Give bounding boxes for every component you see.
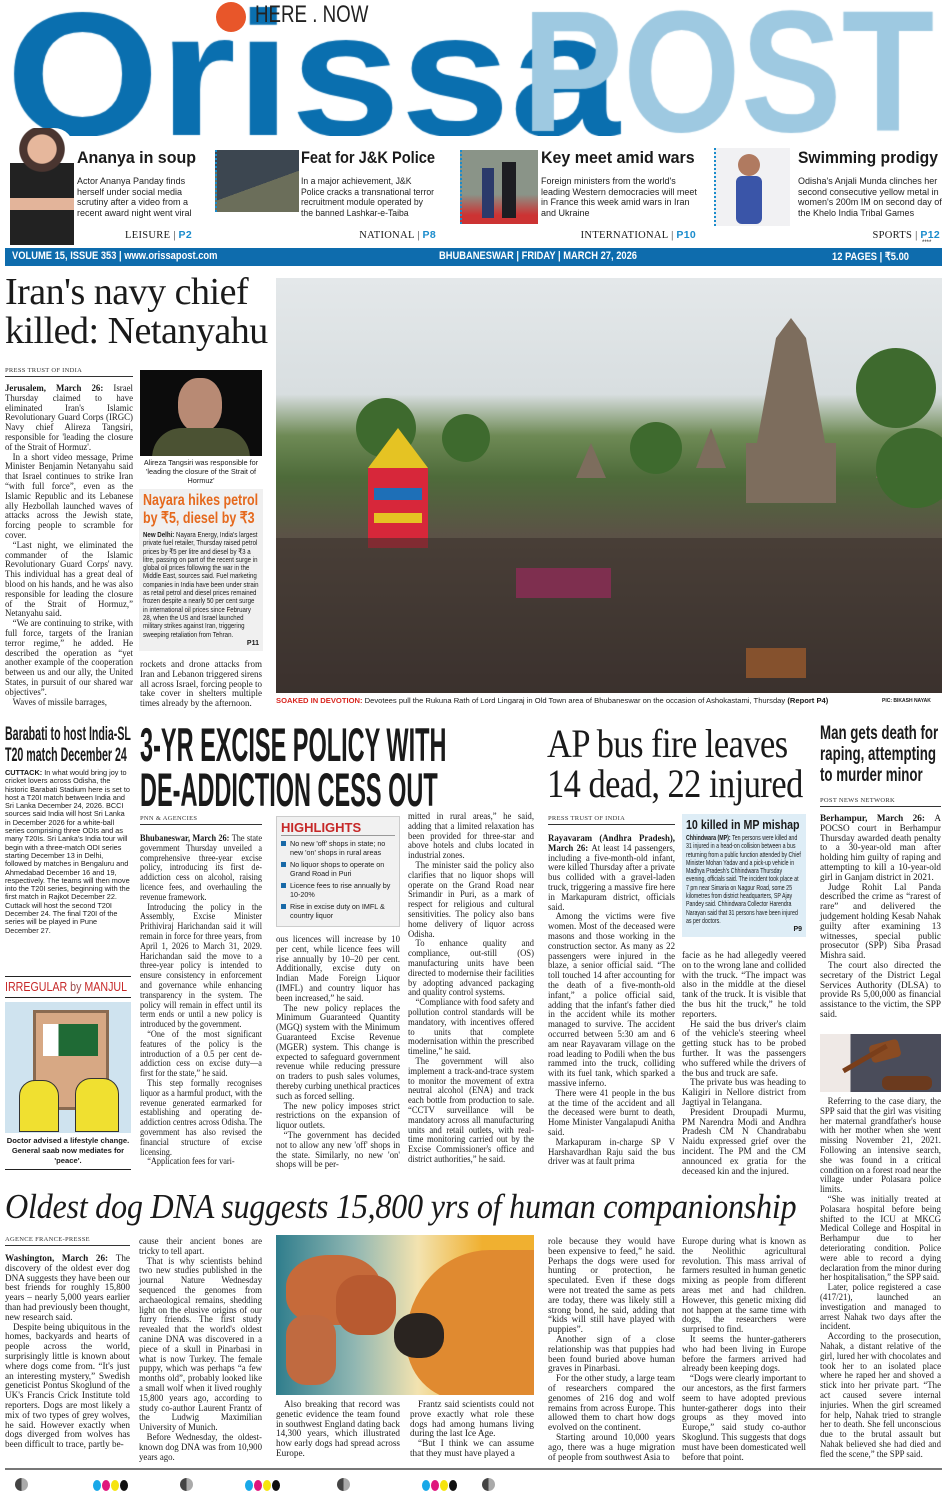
tangsiri-caption: Alireza Tangsiri was responsible for 'leading the closure of the Strait of Hormuz' [143, 458, 259, 485]
cartoon-title-text [5, 979, 129, 995]
teaser-section: NATIONAL | P8 [359, 229, 436, 241]
cartoon-drawing [5, 1002, 131, 1133]
paragraph: Waves of missile barrages, [12, 696, 107, 707]
caption-text: Devotees pull the Rukuna Rath of Lord Lingaraj in Old Town area of Bhubaneswar on the occasion of Ashokastami, Thursday [364, 696, 786, 705]
lead-byline: PRESS TRUST OF INDIA [5, 367, 133, 377]
bus-byline: PRESS TRUST OF INDIA [548, 815, 675, 825]
paragraph: There were 41 people in the bus at the time of the accident and all the deceased were burnt to death, Home Minister Vangalapudi Anitha said. [548, 1087, 675, 1137]
paragraph: role because they would have been expensive to feed,” he said. Perhaps the dogs were used for hunting or protection, he speculated. Even if these dogs were not treated the same as pets are today, there was likely still a strong bond, he said, adding that “kids will still have played with puppies”. [548, 1236, 675, 1335]
teaser-headline: Key meet amid wars [541, 148, 695, 167]
paragraph: This step formally recognises liquor as a harmful product, with the revenue generated earmarked for establishing and operating de-addiction centres across Odisha. The government has also revised the financial structure of excise licensing. [140, 1077, 262, 1157]
cartoon-caption-text: Doctor advised a lifestyle change. General saab now mediates for 'peace'. [6, 1136, 130, 1165]
teaser-photo [460, 150, 538, 224]
caption-label: SOAKED IN DEVOTION: [276, 696, 363, 705]
paragraph: Later, police registered a case (417/21), launched an investigation and managed to arrest Nahak two days after the incident. [820, 1282, 941, 1332]
paragraph: “The government has decided not to allow any new 'off' shops in the state. Similarly, no new 'on' shops will be per- [276, 1129, 400, 1170]
paragraph: Also breaking that record was genetic evidence the team found in southwest England dating back 14,300 years, which illustrated how early dogs had spread across Europe. [276, 1399, 401, 1458]
paragraph: That is why scientists behind two new studies published in the journal Nature Wednesday sequenced the genomes from archaeological remains, shedding light on the elusive origins of our furry friends. The first study revealed that the world's oldest canine DNA was discovered in a piece of a skull in Pinarbasi in what is now Turkey. The female puppy, which was perhaps “a few months old”, probably looked like a small wolf when it lived roughly 15,800 years ago, according to study co-author Laurent Frantz of the Ludwig Maximilian University of Munich. [139, 1255, 262, 1433]
barabati-text [5, 769, 130, 935]
paragraph: Before Wednesday, the oldest-known dog DNA was from 10,900 years ago. [139, 1431, 262, 1462]
paragraph: rockets and drone attacks from Iran and Lebanon triggered sirens all across Israel, forcing people to take cover in shelters multiple times already by the afternoon. [140, 659, 263, 709]
orange-dot-icon [216, 2, 246, 32]
paragraph: mitted in rural areas,” he said, adding that a limited relaxation has been provided for three-star and above hotels and clubs located in industrial zones. [408, 811, 534, 861]
dog-body-col4 [410, 1400, 534, 1459]
paragraph: New Delhi: Nayara Energy, India's largest private fuel retailer, Thursday raised petrol prices by ₹5 per litre and diesel by ₹3 a litre, passing on part of the recent surge in global oil prices following the war in the Middle East, sources said. Fuel marketing companies in India have been under strain as retail petrol and diesel prices remained frozen despite a nearly 50 per cent surge in international oil prices since February 28, when the US and Israel launched military strikes against Iran, triggering sweeping retaliation from Tehran. [143, 530, 259, 639]
dog-body-col6 [682, 1237, 806, 1462]
teaser-photo [10, 128, 74, 245]
cmyk-dots-icon [93, 1478, 129, 1496]
page-ref[interactable]: P8 [422, 229, 436, 241]
mp-page-ref[interactable]: P9 [793, 926, 802, 934]
nayara-headline[interactable]: Nayara hikes petrol by ₹5, diesel by ₹3 [143, 492, 259, 527]
paragraph: Despite being ubiquitous in the homes, backyards and hearts of people across the world, surprisingly little is known about where dogs come from. “It's just an interesting mystery,” Swedish geneticist Pontus Skoglund of the UK's Francis Crick Institute told reporters. Dogs are most likely a mix of two types of grey wolves, he said. However exactly when dogs diverged from wolves has been difficult to trace, partly be- [5, 1321, 130, 1450]
paragraph: ous licences will increase by 10 per cent, while licence fees will rise annually by 10–20 per cent. Additionally, excise duty on Indian Made Foreign Liquor (IMFL) and country liquor has been increased,” he said. [276, 934, 400, 1003]
paragraph: “We are continuing to strike, with full force, targets of the Iranian terror regime,” he added. He described the operation as “yet another example of the cooperation between us and our ally, the United States, in pursuit of our shared war objectives”. [5, 618, 133, 697]
logo-orissa-post [0, 0, 945, 136]
paragraph: The private bus was heading to Kaligiri in Nellore district from Jagtiyal in Telangana. [682, 1077, 806, 1107]
highlight-item: No liquor shops to operate on Grand Road in Puri [281, 860, 395, 878]
teaser-photo [215, 150, 299, 212]
bullet-square-icon [281, 904, 286, 909]
bus-body-col2 [682, 951, 806, 1176]
report-ref[interactable]: (Report P4) [787, 696, 829, 705]
paragraph: The government will also implement a track-and-trace system to monitor the movement of extra neutral alcohol (ENA) and track each bottle from production to sale. “CCTV surveillance will be mandatory across all manufacturing units and retail outlets, with real-time monitoring carried out by the Excise Commissioner's office and district authorities,” he said. [408, 1055, 534, 1164]
paragraph: It seems the hunter-gatherers who had been living in Europe before the farmers arrived had already been keeping dogs. [682, 1333, 806, 1374]
highlights-title: HIGHLIGHTS [281, 820, 395, 836]
registration-mark-icon [15, 1478, 28, 1491]
paragraph: He said the bus driver's claim of the vehicle's steering wheel getting stuck has to be probed further. It was the passengers who suffered while the drivers of the bus and truck are safe. [682, 1018, 806, 1078]
cartoon-caption [5, 1136, 131, 1170]
dateline: Chhindwara (MP): [686, 833, 733, 842]
photo-credit: PIC: BIKASH NAYAK [882, 698, 931, 704]
paragraph: Among the victims were five women. Most of the deceased were masons and those working in the construction sector. As many as 22 passengers were injured in the blaze, a senior official said. “The toll touched 14 after accounting for the death of a five-month-old infant,” a police official said, adding that the infant's father died in the accident while its mother managed to survive. The accident occurred between 5:30 am and 6 am near Rayavaram village on the road leading to Podili when the bus rammed into the truck, colliding with its fuel tank, which sparked a massive inferno. [548, 911, 675, 1088]
tangsiri-photo [140, 370, 262, 456]
nayara-box [139, 489, 263, 651]
gavel-photo [820, 1034, 941, 1092]
page-ref[interactable]: P2 [178, 229, 192, 241]
teaser-jk-police[interactable] [213, 128, 448, 245]
highlights-list [281, 839, 395, 920]
paragraph: The new policy imposes strict restrictions on the expansion of liquor outlets. [276, 1100, 400, 1131]
section-label: NATIONAL [359, 230, 415, 241]
registration-mark-icon [482, 1478, 495, 1491]
paragraph: Berhampur, March 26: A POCSO court in Berhampur Thursday awarded death penalty to a 30-year-old man after holding him guilty of raping and attempting to kill a 10-year-old girl in Ganjam district in 2021. [820, 813, 941, 882]
main-photo-lingaraj-rath [276, 278, 942, 693]
page-ref[interactable]: P12 [920, 229, 940, 241]
paragraph: facie as he had allegedly veered on to the wrong lane and collided with the truck. “The impact was also in the middle at the diesel tank of the truck. It is visible that the bus hit the truck,” he told reporters. [682, 950, 806, 1019]
paragraph: “Last night, we eliminated the commander of the Islamic Revolutionary Guard Corps' navy. This individual has a great deal of blood on his hands, and he was also responsible for leading the closure of the Strait of Hormuz,” Netanyahu said. [5, 539, 133, 619]
paragraph: Another sign of a close relationship was that puppies had been found buried above human graves in Pinarbasi. [548, 1333, 675, 1374]
teaser-text: Actor Ananya Panday finds herself under social media scrutiny after a video from a recent award night went viral [77, 176, 192, 218]
paragraph: cause their ancient bones are tricky to tell apart. [139, 1236, 262, 1256]
cmyk-dots-icon [245, 1478, 281, 1496]
paragraph: Washington, March 26: The discovery of the oldest ever dog DNA suggests they have been our best friends for roughly 15,800 years – nearly 5,000 years earlier than had previously been thought, new research said. [5, 1253, 130, 1322]
mp-mishap-box [682, 814, 806, 937]
cmyk-dots-icon [422, 1478, 458, 1496]
paragraph: President Droupadi Murmu, PM Narendra Modi and Andhra Pradesh CM N Chandrababu Naidu expressed grief over the incident. The PM and the CM announced ex gratia for the deceased kin and the injured. [682, 1106, 806, 1176]
temple-tower [756, 318, 826, 448]
page-ref[interactable]: P10 [676, 229, 696, 241]
info-bar [5, 248, 942, 266]
pocso-byline: POST NEWS NETWORK [820, 797, 941, 807]
paragraph: Chhindwara (MP): Ten persons were killed and 31 injured in a head-on collision between a bus returning from a public function attended by Chief Minister Mohan Yadav and a pick-up vehicle in Madhya Pradesh's Chhindwara Thursday evening, officials said. The incident took place at 7 pm near Simaria on Nagpur Road, some 25 kilometres from district headquarters, SP Ajay Pandey said. Chhindwara Collector Harendra Narayan said that 31 persons have been injured as per doctors. [686, 833, 801, 925]
paragraph: To enhance quality and compliance, out-still (OS) manufacturing units have been directed to modernise their facilities by adopting advanced packaging and quality control systems. [408, 938, 534, 998]
barabati-headline[interactable]: Barabati to host India-SL T20 match December 24 [5, 724, 131, 766]
paragraph: The court also directed the secretary of the District Legal Services Authority (DLSA) to provide Rs 5,00,000 as financial assistance to the victim, the SPP said. [820, 959, 941, 1019]
teaser-text: Foreign ministers from the world's leading Western democracies will meet in France this week amid wars in Iran and Ukraine [541, 176, 697, 218]
paragraph: Markapuram in-charge SP V Harshavardhan Raju said the bus driver was at fault prima [548, 1136, 675, 1167]
dateline: Washington, March 26: [5, 1253, 116, 1263]
paragraph: Starting around 10,000 years ago, there was a huge migration of people from southwest Asia to [548, 1431, 675, 1462]
section-label: SPORTS [872, 230, 913, 241]
paragraph: “Dogs were clearly important to our ancestors, as the first farmers seem to have adopted previous hunter-gatherer dogs into their groups as they moved into Europe,” said study co-author Skoglund. This suggests that dogs must have been domesticated well before that point. [682, 1373, 806, 1462]
teaser-text: In a major achievement, J&K Police cracks a transnational terror recruitment module operated by the banned Lashkar-e-Taiba [301, 176, 435, 218]
lead-body-col1 [5, 384, 133, 707]
paragraph: The new policy replaces the Minimum Guaranteed Quantity (MGQ) system with the Minimum Guaranteed Excise Revenue (MGER) system. This change is expected to safeguard government revenue while reducing pressure on traders to push sales volumes, thereby curbing unethical practices such as forced selling. [276, 1002, 400, 1101]
section-label: INTERNATIONAL [580, 230, 669, 241]
dog-body-col1 [5, 1254, 130, 1450]
dog-headline[interactable]: Oldest dog DNA suggests 15,800 yrs of human companionship [5, 1187, 797, 1226]
registration-mark-icon [180, 1478, 193, 1491]
teaser-section: LEISURE | P2 [125, 229, 192, 241]
dateline: Rayavaram (Andhra Pradesh), March 26: [548, 833, 675, 853]
dateline: Jerusalem, March 26: [5, 383, 114, 393]
paragraph: Judge Rohit Lal Panda described the crime as “rarest of rare” and delivered the judgement holding Kesab Nahak guilty after examining 13 witnesses, special public prosecutor (SPP) Siba Prasad Mishra said. [820, 881, 941, 961]
pocso-body-col2 [820, 1097, 941, 1459]
paragraph: Referring to the case diary, the SPP said that the girl was visiting her maternal grandfather's house with her mother when she went missing November 21, 2021. Following an intensive search, she was found in a critical condition on a forest road near the village under Polasara police limits. [820, 1096, 941, 1195]
dog-body-col5 [548, 1237, 675, 1462]
bottom-rule [5, 1468, 942, 1470]
mp-headline[interactable]: 10 killed in MP mishap [686, 817, 800, 832]
dateline: New Delhi: [143, 530, 177, 539]
paragraph: For the other study, a large team of researchers compared the genomes of 216 dog and wolf remains from across Europe. This allowed them to chart how dogs evolved on the continent. [548, 1373, 675, 1433]
bullet-square-icon [281, 862, 286, 867]
cartoon-title-by: by [70, 979, 82, 994]
pakistan-flag-icon [43, 1024, 98, 1056]
teaser-section: INTERNATIONAL | P10 [580, 229, 696, 241]
excise-headline[interactable]: 3-YR EXCISE POLICY WITH DE-ADDICTION CESS OUT [140, 718, 447, 816]
paragraph: “But I think we can assume that they must have played a [410, 1438, 534, 1458]
excise-byline: PNN & AGENCIES [140, 815, 262, 825]
paragraph: Rayavaram (Andhra Pradesh), March 26: At least 14 passengers, including a five-month-old infant, were killed Thursday after a private bus collided with a gravel-laden truck, triggering a massive fire here in Markapuram district, officials said. [548, 833, 675, 912]
paragraph: In a short video message, Prime Minister Benjamin Netanyahu said that Israel continues to strike Iran “with full force”, even as the Islamic Republic and its Lebanese ally Hezbollah launched waves of attacks across the Jewish state, forcing people to scramble for cover. [5, 451, 133, 540]
excise-body-col1 [140, 834, 262, 1167]
dateline: CUTTACK: [5, 768, 45, 777]
cartoon-title-a: IRREGULAR [5, 979, 68, 994]
dog-byline: AGENCE FRANCE-PRESSE [5, 1236, 130, 1246]
teaser-swimming[interactable] [712, 128, 945, 245]
bus-headline[interactable]: AP bus fire leaves 14 dead, 22 injured [547, 721, 803, 806]
dogs-photo [276, 1235, 534, 1395]
lead-body-col2 [140, 660, 262, 709]
paragraph: “Compliance with food safety and pollution control standards will be mandatory, with incentives offered to units that complete modernisation within the prescribed timeline,” he said. [408, 997, 535, 1057]
teaser-headline: Feat for J&K Police [301, 148, 436, 167]
dateline: Berhampur, March 26: [820, 813, 935, 823]
edition-date: BHUBANESWAR | FRIDAY | MARCH 27, 2026 [439, 250, 637, 262]
mp-text [686, 834, 802, 925]
paragraph: Jerusalem, March 26: Israel Thursday claimed to have eliminated Iran's Islamic Revolutionary Guard Corps (IRGC) Navy chief Alireza Tangsiri, responsible for 'leading the closure of the Strait of Hormuz'. [5, 383, 133, 452]
teaser-headline: Ananya in soup [77, 148, 196, 167]
section-label: LEISURE [125, 230, 171, 241]
paragraph: “One of the most significant features of the policy is the introduction of a 0.5 per cent de-addiction cess on excise duty—a first for the state,” he said. [140, 1028, 262, 1079]
teaser-key-meet[interactable] [458, 128, 703, 245]
paragraph: Bhubaneswar, March 26: The state government Thursday unveiled a comprehensive three-year excise policy, introducing its first de-addiction cess on alcohol, raising licence fees, and overhauling the revenue framework. [140, 833, 263, 902]
pages-price: 12 PAGES | ₹5.00 [832, 251, 910, 263]
teaser-headline: Swimming prodigy [798, 148, 938, 167]
teaser-photo [714, 148, 790, 226]
cartoon-title [5, 976, 131, 998]
highlight-item: No new 'off' shops in state; no new 'on' shops in rural areas [281, 839, 395, 857]
registration-mark-icon [337, 1478, 350, 1491]
highlight-item: Licence fees to rise annually by 10-20% [281, 881, 395, 899]
pocso-body-col1 [820, 814, 941, 1020]
nayara-text [143, 531, 259, 639]
highlights-box [276, 816, 400, 927]
bullet-square-icon [281, 883, 286, 888]
tagline: HERE . NOW [255, 1, 369, 28]
edition-marks: **** [922, 240, 932, 246]
nayara-page-ref[interactable]: P11 [246, 639, 259, 647]
excise-body-col3 [408, 812, 534, 1165]
cartoon-title-b: MANJUL [84, 979, 128, 994]
paragraph: “Application fees for vari- [147, 1156, 235, 1167]
dateline: Bhubaneswar, March 26: [140, 833, 232, 843]
lead-headline[interactable]: Iran's navy chief killed: Netanyahu [5, 271, 268, 352]
excise-body-col2 [276, 935, 400, 1170]
bullet-square-icon [281, 841, 286, 846]
paragraph: “She was initially treated at Polasara hospital before being shifted to the ICU at MKCG Medical College and Hospital in Berhampur due to her deteriorating condition. Police were able to record a dying declaration from the minor during her hospitalisation,” the SPP said. [820, 1193, 941, 1283]
masthead-logo[interactable] [0, 0, 945, 136]
highlight-item: Rise in excise duty on IMFL & country liquor [281, 902, 395, 920]
print-registration-marks [0, 1478, 945, 1492]
paragraph: Introducing the policy in the Assembly, Excise Minister Prithiviraj Harichandan said it will remain in force for three years, from April 1, 2026 to March 31, 2029. Harichandan said the move to a three-year policy is intended to ensure consistency in enforcement and governance while enhancing transparency in the system. The policy will remain in effect until its term ends or until a new policy is introduced by the government. [140, 901, 262, 1030]
dog-body-col3 [276, 1400, 400, 1459]
paragraph: Europe during what is known as the Neolithic agricultural revolution. This mass arrival of farmers resulted in human genetic mixing as people from different areas met and had children. However, this genetic mixing did not happen at the same time with dogs, the researchers were surprised to find. [682, 1236, 806, 1335]
teaser-ananya[interactable] [0, 128, 210, 245]
paragraph: CUTTACK: In what would bring joy to cricket lovers across Odisha, the historic Barabati Stadium here is set to host a T20I match between India and Sri Lanka December 24, 2026. BCCI sources said India will host Sri Lanka in December 2026 for a white-ball series comprising three ODIs and as many T20Is. Sri Lanka's India tour will begin with a three-match ODI series starting December 13 in Delhi, followed by matches in Bengaluru and Ahmedabad December 16 and 19, respectively. The teams will then move into the T20I series, beginning with the first match in Rajkot December 22. Cuttack will host the second T20I December 24. The final T20I of the series will be played in Pune December 27. [5, 768, 130, 935]
teaser-text: Odisha's Anjali Munda clinches her second consecutive yellow metal in women's 200m IM on second day of the Khelo India Tribal Games [798, 176, 942, 218]
paragraph: Frantz said scientists could not prove exactly what role these dogs had among humans living during the last Ice Age. [410, 1399, 534, 1439]
bus-body-col1 [548, 834, 675, 1167]
dog-body-col2 [139, 1237, 262, 1462]
paragraph: According to the prosecution, Nahak, a distant relative of the girl, lured her with chocolates and took her to an isolated place where he raped her and shoved a stick into her private part. “The act caused severe internal injuries. When the girl screamed for help, Nahak tried to strangle her to death. She fell unconscious due to the brutal assault but Nahak believed she had died and fled the scene,” the SPP said. [820, 1331, 941, 1459]
pocso-headline[interactable]: Man gets death for raping, attempting to murder minor [820, 723, 939, 786]
main-photo-caption [276, 696, 872, 706]
teaser-section: SPORTS | P12 [872, 229, 940, 241]
paragraph: The minister said the policy also clarifies that no liquor shops will operate on the Grand Road near Srimandir in Puri, as a mark of respect for religious and cultural sensitivities. The policy also bans home delivery of liquor across Odisha. [408, 859, 534, 939]
volume-issue: VOLUME 15, ISSUE 353 | www.orissapost.com [12, 250, 218, 262]
